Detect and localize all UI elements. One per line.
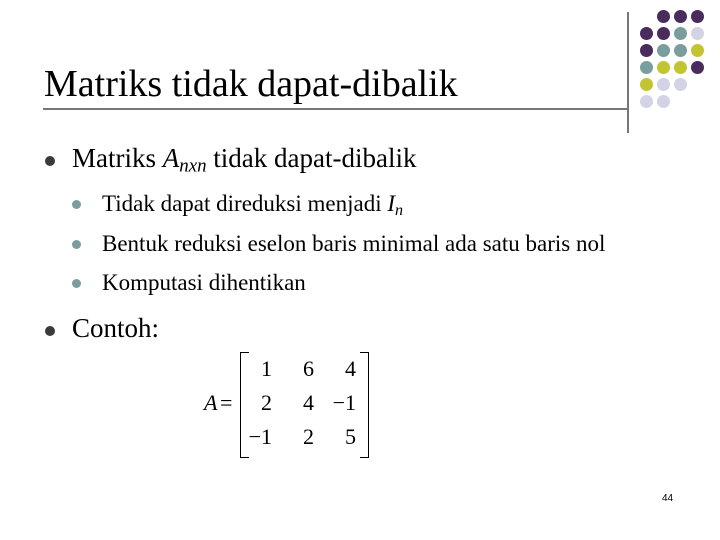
- decorative-dot: [657, 44, 670, 57]
- decorative-dot: [674, 44, 687, 57]
- decorative-dot: [640, 27, 653, 40]
- decorative-dot: [674, 78, 687, 91]
- page-number: 44: [662, 493, 674, 504]
- matrix-cell: 2: [261, 390, 272, 415]
- matrix-cell: 4: [345, 356, 356, 381]
- decorative-dot: [674, 61, 687, 74]
- matrix-example: [200, 352, 380, 458]
- bullet-item-2: Contoh:: [72, 313, 160, 343]
- decorative-dot: [691, 44, 704, 57]
- decorative-dot: [674, 27, 687, 40]
- decorative-dot: [657, 95, 670, 108]
- divider-horizontal: [43, 108, 628, 110]
- sub-item-3: Komputasi dihentikan: [102, 270, 306, 295]
- decorative-dot: [657, 61, 670, 74]
- matrix-cell: 5: [345, 424, 356, 449]
- decorative-dot-grid: [640, 10, 720, 120]
- decorative-dot: [691, 10, 704, 23]
- bullet-item-1: Matriks Anxn tidak dapat-dibalik: [72, 143, 417, 177]
- decorative-dot: [691, 61, 704, 74]
- matrix-cell: 1: [261, 356, 272, 381]
- decorative-dot: [674, 10, 687, 23]
- decorative-dot: [691, 27, 704, 40]
- matrix-equals: =: [220, 390, 233, 415]
- matrix-name: A: [204, 390, 218, 415]
- sub-item-1: Tidak dapat direduksi menjadi In: [102, 191, 404, 220]
- matrix-cell: −1: [332, 390, 356, 415]
- matrix-cell: 2: [303, 424, 314, 449]
- sub-bullet-icon: [72, 279, 81, 288]
- sub-item-2: Bentuk reduksi eselon baris minimal ada satu baris nol: [102, 231, 606, 256]
- decorative-dot: [640, 78, 653, 91]
- divider-vertical: [627, 12, 629, 133]
- sub-bullet-icon: [72, 240, 81, 249]
- decorative-dot: [640, 61, 653, 74]
- matrix-cell: 6: [303, 356, 314, 381]
- decorative-dot: [657, 78, 670, 91]
- decorative-dot: [640, 44, 653, 57]
- bullet-icon: [45, 156, 55, 166]
- bullet-icon: [45, 326, 55, 336]
- decorative-dot: [657, 10, 670, 23]
- slide-title: Matriks tidak dapat-dibalik: [44, 63, 458, 105]
- decorative-dot: [640, 95, 653, 108]
- right-bracket: [360, 352, 369, 458]
- matrix-cell: 4: [303, 390, 314, 415]
- sub-bullet-icon: [72, 200, 81, 209]
- matrix-cell: −1: [248, 424, 272, 449]
- decorative-dot: [657, 27, 670, 40]
